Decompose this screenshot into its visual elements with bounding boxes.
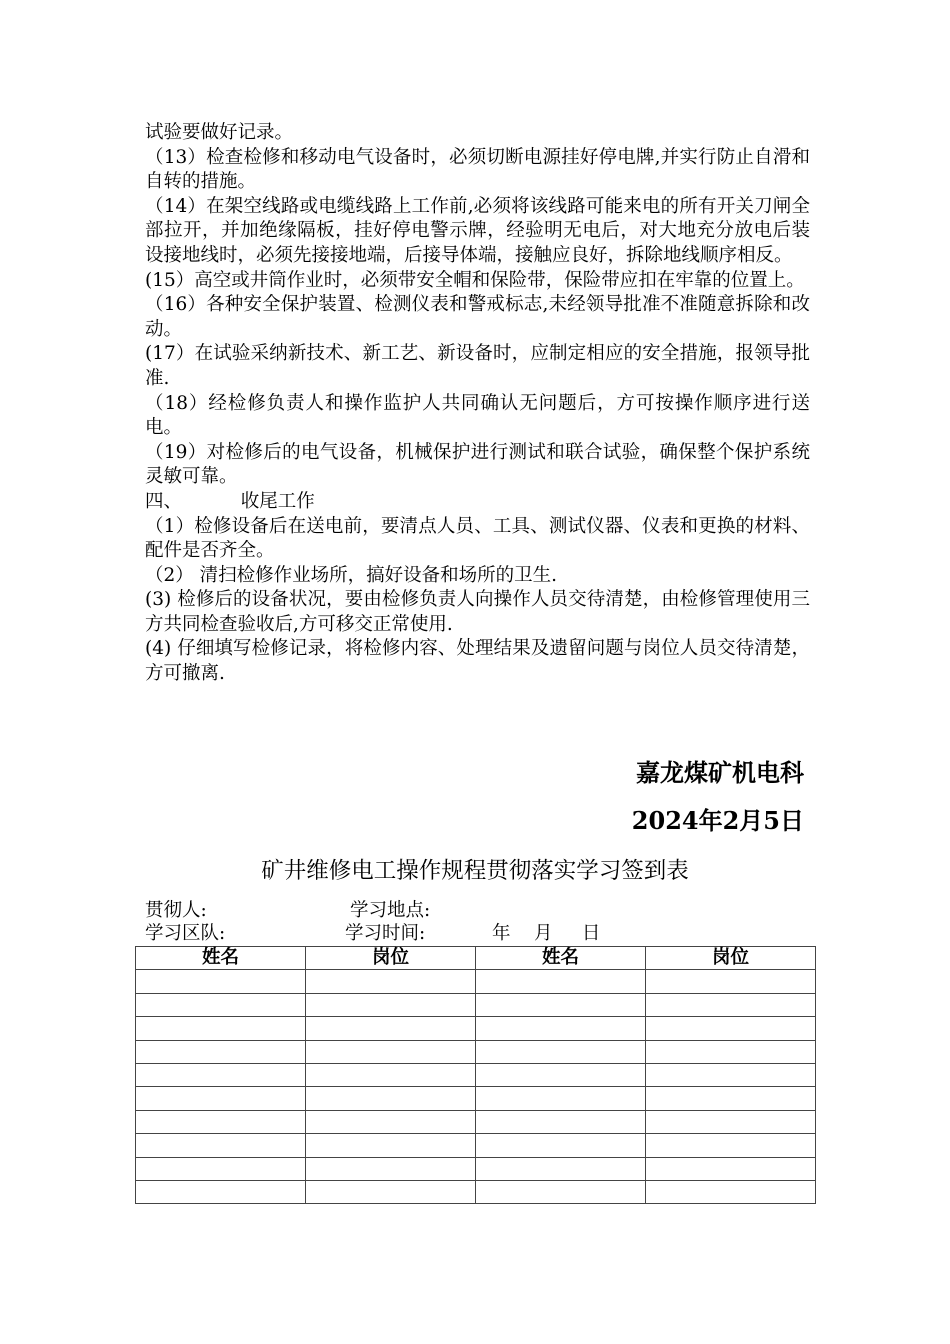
paragraph: （19）对检修后的电气设备，机械保护进行测试和联合试验，确保整个保护系统灵敏可靠。 (145, 441, 810, 488)
table-header-row (136, 947, 816, 970)
table-cell[interactable] (476, 1087, 646, 1110)
table-cell[interactable] (646, 1040, 816, 1063)
form-title: 矿井维修电工操作规程贯彻落实学习签到表 (261, 858, 689, 884)
table-row (136, 1017, 816, 1040)
table-cell[interactable] (136, 993, 306, 1016)
table-row (136, 970, 816, 993)
table-row (136, 1180, 816, 1203)
paragraph: 试验要做好记录。 (145, 122, 294, 143)
table-row (136, 1087, 816, 1110)
table-cell[interactable] (476, 1180, 646, 1203)
procedure-text (145, 121, 810, 687)
paragraph: （16）各种安全保护装置、检测仪表和警戒标志,未经领导批准不准随意拆除和改动。 (145, 294, 810, 340)
table-cell[interactable] (136, 1087, 306, 1110)
table-cell[interactable] (306, 1110, 476, 1133)
table-row (136, 1063, 816, 1086)
column-header-name: 姓名 (136, 947, 306, 970)
table-cell[interactable] (136, 1110, 306, 1133)
section-item: (3) 检修后的设备状况，要由检修负责人向操作人员交待清楚，由检修管理使用三方共同检查验收后,方可移交正常使用. (145, 589, 810, 635)
section-item: (4) 仔细填写检修记录，将检修内容、处理结果及遗留问题与岗位人员交待清楚，方可撤离. (145, 638, 810, 685)
paragraph: (17）在试验采纳新技术、新工艺、新设备时，应制定相应的安全措施，报领导批准. (145, 343, 810, 389)
table-cell[interactable] (306, 1087, 476, 1110)
table-cell[interactable] (646, 1063, 816, 1086)
table-cell[interactable] (646, 1157, 816, 1180)
sign-in-table (135, 946, 816, 1204)
table-cell[interactable] (476, 1134, 646, 1157)
table-cell[interactable] (136, 1157, 306, 1180)
table-row (136, 1110, 816, 1133)
table-cell[interactable] (646, 970, 816, 993)
table-cell[interactable] (306, 1180, 476, 1203)
signoff-org: 嘉龙煤矿机电科 (636, 758, 804, 787)
table-body (136, 970, 816, 1204)
table-cell[interactable] (306, 970, 476, 993)
signoff-date: 2024年2月5日 (631, 806, 804, 835)
table-cell[interactable] (136, 1063, 306, 1086)
table-cell[interactable] (306, 1134, 476, 1157)
table-cell[interactable] (136, 1180, 306, 1203)
table-cell[interactable] (476, 1040, 646, 1063)
table-cell[interactable] (646, 1134, 816, 1157)
table-cell[interactable] (646, 1110, 816, 1133)
date-placeholder: 年 月 日 (492, 923, 601, 944)
table-cell[interactable] (646, 1087, 816, 1110)
table-cell[interactable] (646, 993, 816, 1016)
paragraph: （14）在架空线路或电缆线路上工作前,必须将该线路可能来电的所有开关刀闸全部拉开，并加绝缘隔板，挂好停电警示牌，经验明无电后，对大地充分放电后装设接地线时，必须先接接地端，后接导体端，接触应良好，拆除地线顺序相反。 (145, 195, 810, 266)
paragraph: （18）经检修负责人和操作监护人共同确认无问题后，方可按操作顺序进行送电。 (145, 392, 810, 439)
table-cell[interactable] (646, 1017, 816, 1040)
paragraph: (15）高空或井筒作业时，必须带安全帽和保险带，保险带应扣在牢靠的位置上。 (145, 269, 805, 291)
table-cell[interactable] (476, 1157, 646, 1180)
column-header-position: 岗位 (306, 947, 476, 970)
table-cell[interactable] (306, 1040, 476, 1063)
table-cell[interactable] (306, 1017, 476, 1040)
table-cell[interactable] (306, 1063, 476, 1086)
table-cell[interactable] (476, 1063, 646, 1086)
team-label: 学习区队: (145, 923, 226, 944)
column-header-name: 姓名 (476, 947, 646, 970)
table-cell[interactable] (476, 970, 646, 993)
table-cell[interactable] (476, 1017, 646, 1040)
table-cell[interactable] (306, 1157, 476, 1180)
table-cell[interactable] (646, 1180, 816, 1203)
table-cell[interactable] (136, 1134, 306, 1157)
section-item: （1）检修设备后在送电前，要清点人员、工具、测试仪器、仪表和更换的材料、配件是否齐全。 (145, 515, 810, 562)
table-cell[interactable] (136, 1040, 306, 1063)
section-item: （2） 清扫检修作业场所，搞好设备和场所的卫生. (145, 564, 558, 586)
implementer-label: 贯彻人: (145, 900, 207, 921)
table-cell[interactable] (476, 993, 646, 1016)
table-row (136, 1134, 816, 1157)
table-cell[interactable] (476, 1110, 646, 1133)
table-row (136, 1157, 816, 1180)
table-row (136, 1040, 816, 1063)
table-cell[interactable] (136, 1017, 306, 1040)
table-cell[interactable] (306, 993, 476, 1016)
column-header-position: 岗位 (646, 947, 816, 970)
location-label: 学习地点: (350, 900, 431, 921)
section-heading: 四、 收尾工作 (145, 490, 315, 512)
table-cell[interactable] (136, 970, 306, 993)
table-row (136, 993, 816, 1016)
paragraph: （13）检查检修和移动电气设备时，必须切断电源挂好停电牌,并实行防止自滑和自转的措施。 (145, 146, 810, 193)
time-label: 学习时间: (345, 923, 426, 944)
